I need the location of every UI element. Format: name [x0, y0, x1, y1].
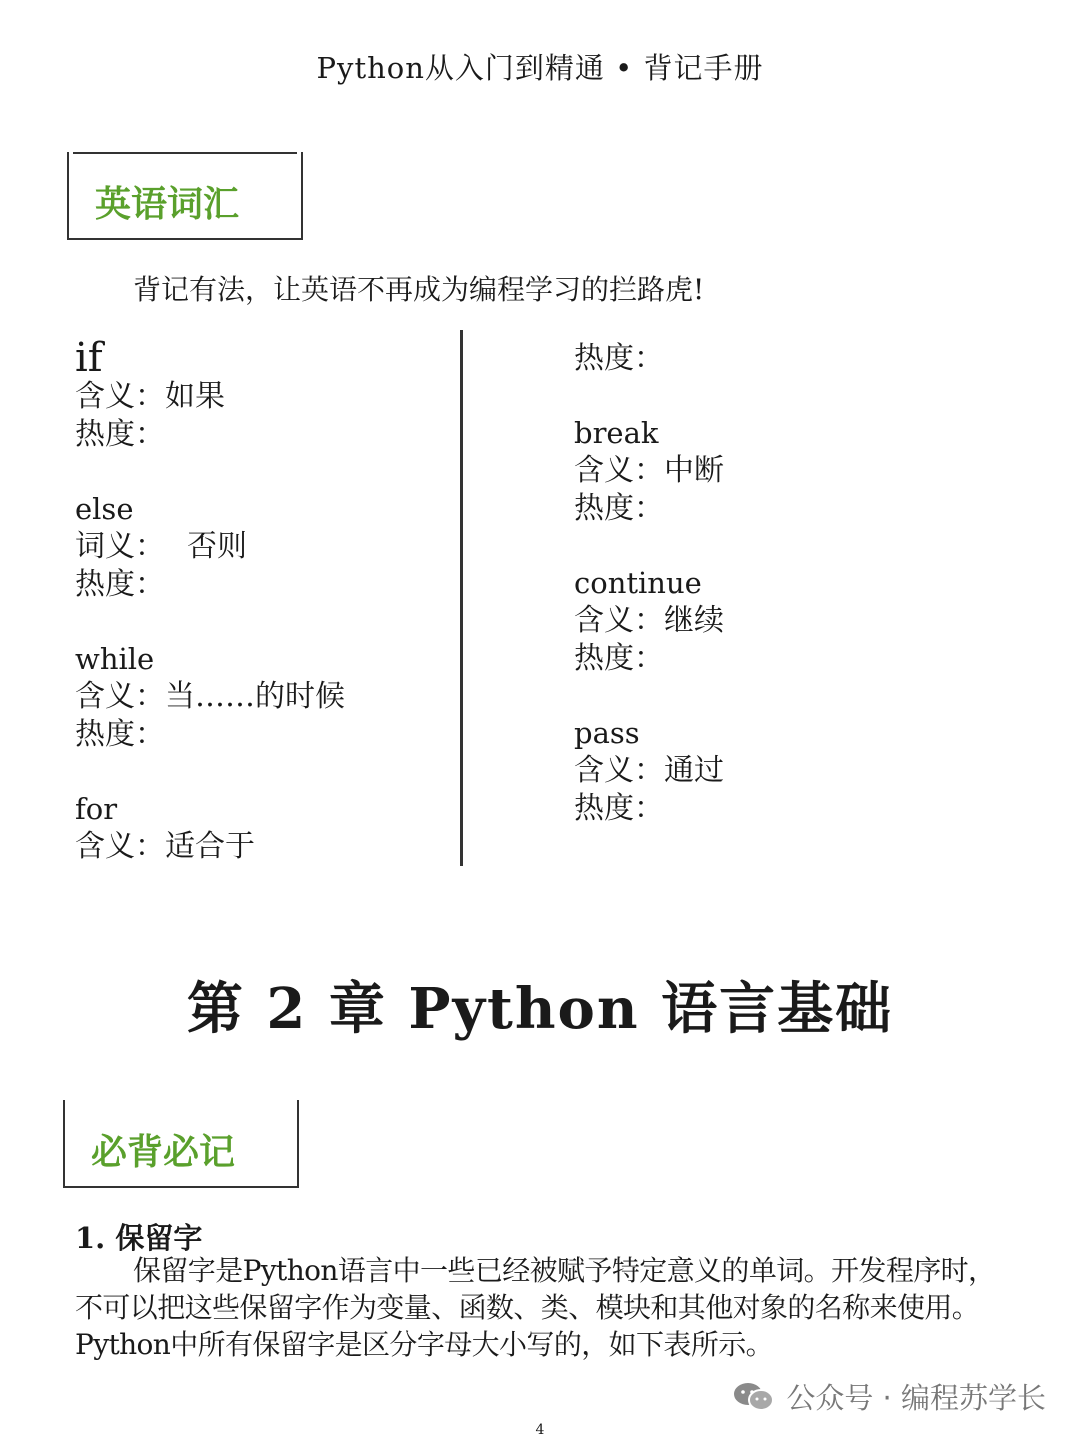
- meaning-value: 适合于: [165, 829, 255, 864]
- meaning-value: 如果: [165, 379, 225, 414]
- watermark-text: 公众号 · 编程苏学长: [786, 1381, 1046, 1415]
- heat-label: 热度：: [574, 791, 664, 826]
- meaning-value: 当……的时候: [165, 679, 345, 714]
- section-title-must-remember: 必背必记: [91, 1132, 236, 1173]
- meaning-label: 含义：: [574, 753, 664, 788]
- vocab-word: else: [75, 492, 134, 526]
- meaning-label: 含义：: [75, 379, 165, 414]
- vocab-entry: [574, 714, 1014, 828]
- vocab-word: for: [75, 792, 118, 826]
- vocab-word: break: [574, 416, 659, 450]
- page-header: Python从入门到精通 • 背记手册: [316, 51, 764, 85]
- meaning-value: 否则: [187, 529, 247, 564]
- vocab-entry: [574, 564, 1014, 678]
- body-paragraph: 保留字是Python语言中一些已经被赋予特定意义的单词。开发程序时，不可以把这些保留字作为变量、函数、类、模块和其他对象的名称来使用。Python中所有保留字是区分字母大小写的，如下表所示。: [75, 1254, 996, 1361]
- meaning-label: 含义：: [574, 453, 664, 488]
- meaning-value: 通过: [664, 753, 724, 788]
- column-divider: [460, 330, 463, 866]
- meaning-label: 含义：: [75, 679, 165, 714]
- heat-label: 热度：: [574, 341, 664, 376]
- vocab-entry: [75, 490, 445, 604]
- vocab-entry: [75, 790, 445, 866]
- vocab-entry: [75, 640, 445, 754]
- watermark: [732, 1376, 1046, 1417]
- wechat-icon: [732, 1381, 776, 1413]
- vocab-entry: [574, 414, 1014, 528]
- section-title-vocab: 英语词汇: [95, 184, 240, 225]
- meaning-value: 中断: [664, 453, 724, 488]
- meaning-label: 含义：: [574, 603, 664, 638]
- vocab-column-left: [75, 335, 445, 866]
- meaning-label: 词义：: [75, 529, 165, 564]
- vocab-word: while: [75, 642, 155, 676]
- heat-label: 热度：: [75, 717, 165, 752]
- heat-label: 热度：: [75, 417, 165, 452]
- meaning-value: 继续: [664, 603, 724, 638]
- vocab-word: continue: [574, 566, 702, 600]
- section-box-vocab: [67, 152, 303, 240]
- vocab-column-right: [574, 340, 1014, 828]
- chapter-title: 第 2 章 Python 语言基础: [186, 976, 894, 1042]
- page-number: 4: [535, 1422, 545, 1438]
- vocab-word: if: [75, 335, 103, 381]
- intro-text: 背记有法，让英语不再成为编程学习的拦路虎!: [133, 273, 705, 306]
- heat-label: 热度：: [75, 567, 165, 602]
- vocab-word: pass: [574, 716, 640, 750]
- heat-label: 热度：: [574, 641, 664, 676]
- vocab-entry: [75, 335, 445, 454]
- heat-label: 热度：: [574, 491, 664, 526]
- subsection-title: 1. 保留字: [75, 1221, 203, 1255]
- meaning-label: 含义：: [75, 829, 165, 864]
- section-box-must-remember: [63, 1100, 299, 1188]
